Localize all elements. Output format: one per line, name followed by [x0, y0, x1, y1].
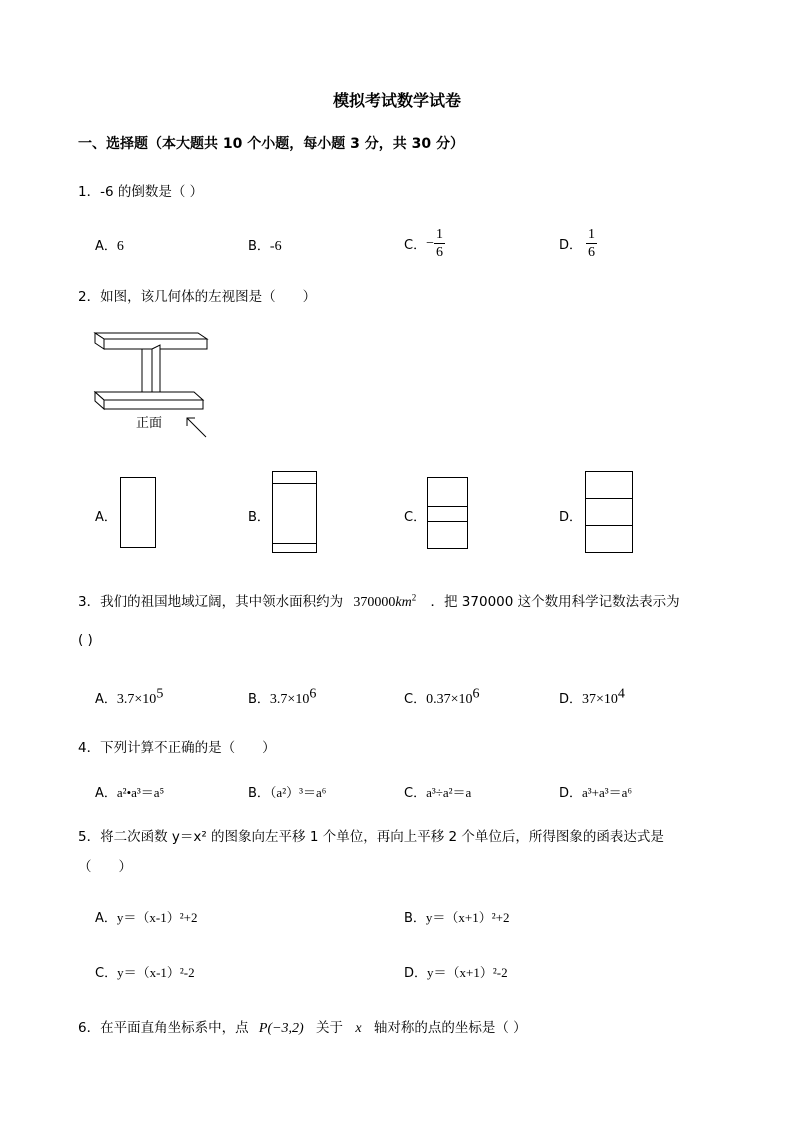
q1-option-b[interactable]	[248, 235, 282, 255]
denominator: 6	[435, 245, 443, 260]
q4-option-d[interactable]	[559, 782, 632, 801]
q1-option-c[interactable]	[404, 226, 445, 261]
option-mantissa: 37×10	[582, 692, 618, 707]
stem-text: 关于	[316, 1020, 344, 1036]
option-label: A．	[95, 239, 117, 254]
numerator: 1	[588, 227, 596, 242]
option-label: B．	[248, 239, 270, 254]
area-number: 370000	[353, 595, 396, 610]
q2-option-b-figure[interactable]	[272, 471, 317, 553]
option-text: y＝（x+1）²-2	[427, 965, 508, 980]
q2-option-b-label[interactable]: B．	[248, 510, 270, 525]
question-2-stem: 2．如图，该几何体的左视图是（ ）	[78, 289, 317, 305]
option-label: C．	[95, 966, 118, 981]
q5-option-a[interactable]	[95, 907, 197, 926]
page-title: 模拟考试数学试卷	[332, 91, 461, 110]
option-label: D．	[559, 238, 583, 253]
option-label: B．	[248, 786, 270, 801]
option-exponent: 5	[156, 686, 164, 702]
option-text: y＝（x-1）²+2	[116, 910, 198, 925]
q2-option-a-figure[interactable]	[120, 477, 156, 548]
q3-option-a[interactable]	[95, 688, 163, 708]
numerator: 1	[435, 227, 443, 242]
option-value: 6	[116, 239, 124, 254]
option-label: A．	[95, 786, 117, 801]
option-mantissa: 3.7×10	[116, 692, 157, 707]
option-text: y＝（x-1）²-2	[117, 965, 195, 980]
option-label: B．	[404, 911, 426, 926]
option-exponent: 6	[309, 686, 317, 702]
q2-option-d-label[interactable]: D．	[559, 510, 583, 525]
denominator: 6	[588, 245, 596, 260]
stem-text: 6．在平面直角坐标系中，点	[78, 1020, 249, 1036]
q1-option-a[interactable]	[95, 235, 124, 255]
option-label: C．	[404, 238, 427, 253]
figure-line	[428, 521, 467, 522]
q5-option-b[interactable]	[404, 907, 509, 926]
q5-option-c[interactable]	[95, 962, 195, 981]
q4-option-c[interactable]	[404, 782, 471, 801]
figure-line	[273, 483, 316, 484]
stem-text: 轴对称的点的坐标是（ ）	[373, 1020, 527, 1036]
option-label: D．	[559, 786, 583, 801]
stem-text: ．把 370000 这个数用科学记数法表示为	[430, 594, 680, 610]
figure-line	[273, 543, 316, 544]
axis-name: x	[355, 1021, 362, 1036]
pillar-left	[142, 349, 152, 392]
option-text: y＝（x+1）²+2	[425, 910, 510, 925]
option-text: a²•a³＝a⁵	[116, 785, 165, 800]
q1-option-d[interactable]	[559, 226, 597, 261]
q3-option-c[interactable]	[404, 688, 479, 708]
front-label: 正面	[136, 416, 163, 431]
top-slab-top-face	[95, 333, 207, 339]
option-text: a³÷a²＝a	[426, 785, 472, 800]
q5-option-d[interactable]	[404, 962, 508, 981]
bottom-slab-front-face	[104, 400, 203, 409]
option-label: D．	[559, 692, 583, 707]
area-unit: km	[395, 595, 412, 610]
figure-line	[428, 506, 467, 507]
question-5-stem-line2: （ ）	[78, 859, 132, 875]
q2-option-c-label[interactable]: C．	[404, 510, 427, 525]
q3-option-d[interactable]	[559, 688, 625, 708]
figure-line	[586, 498, 632, 499]
option-label: A．	[95, 692, 117, 707]
option-value: -6	[269, 239, 282, 254]
q2-option-c-figure[interactable]	[427, 477, 468, 549]
option-exponent: 4	[617, 686, 625, 702]
area-value	[353, 592, 417, 610]
option-label: C．	[404, 786, 427, 801]
question-3-stem-line2: ( )	[78, 632, 93, 648]
q4-option-a[interactable]	[95, 782, 164, 801]
area-exponent: 2	[411, 592, 417, 603]
option-label: A．	[95, 911, 117, 926]
option-text: （a²）³＝a⁶	[269, 785, 327, 800]
option-mantissa: 3.7×10	[269, 692, 310, 707]
option-mantissa: 0.37×10	[426, 692, 473, 707]
option-label: B．	[248, 692, 270, 707]
question-3-stem	[78, 590, 680, 611]
option-exponent: 6	[472, 686, 480, 702]
arrow-icon	[187, 418, 206, 437]
option-label: C．	[404, 692, 427, 707]
figure-line	[586, 525, 632, 526]
q2-option-d-figure[interactable]	[585, 471, 633, 553]
q2-option-a-label[interactable]: A．	[95, 510, 117, 525]
fraction	[586, 226, 597, 261]
option-text: a³+a³＝a⁶	[582, 785, 632, 800]
section-heading: 一、选择题（本大题共 10 个小题，每小题 3 分，共 30 分）	[78, 136, 464, 152]
point-coordinates: P(−3,2)	[258, 1021, 304, 1036]
stem-text: 3．我们的祖国地域辽阔，其中领水面积约为	[78, 594, 344, 610]
option-label: D．	[404, 966, 428, 981]
bottom-slab-top-face	[95, 392, 203, 400]
question-4-stem: 4．下列计算不正确的是（ ）	[78, 740, 276, 756]
minus-sign: −	[426, 235, 434, 251]
fraction	[434, 226, 445, 261]
question-1-stem: 1．-6 的倒数是（ ）	[78, 184, 204, 200]
question-6-stem	[78, 1016, 527, 1037]
question-5-stem: 5．将二次函数 y＝x² 的图象向左平移 1 个单位，再向上平移 2 个单位后，所得图象的函表达式是	[78, 829, 664, 845]
q3-option-b[interactable]	[248, 688, 316, 708]
q4-option-b[interactable]	[248, 782, 326, 801]
